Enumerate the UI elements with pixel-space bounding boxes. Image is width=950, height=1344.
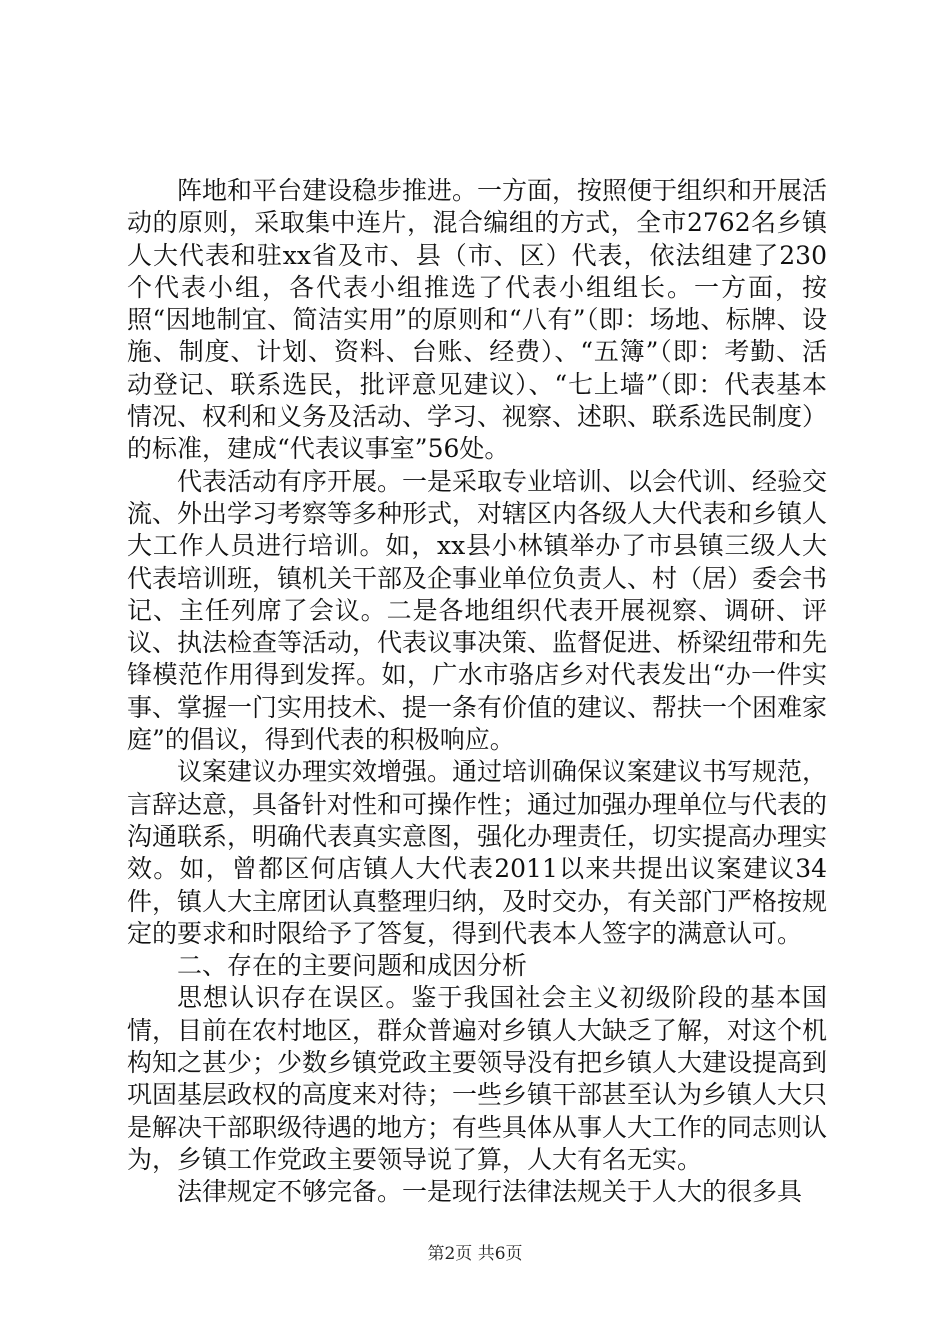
paragraph-representative-activities: 代表活动有序开展。一是采取专业培训、以会代训、经验交流、外出学习考察等多种形式，对辖区内各级人大代表和乡镇人大工作人员进行培训。如，xx县小林镇举办了市县镇三级人大代表培训班，镇机关干部及企事业单位负责人、村（居）委会书记、主任列席了会议。二是各地组织代表开展视察、调研、评议、执法检查等活动，代表议事决策、监督促进、桥梁纽带和先锋模范作用得到发挥。如，广水市骆店乡对代表发出“办一件实事、掌握一门实用技术、提一条有价值的建议、帮扶一个困难家庭”的倡议，得到代表的积极响应。 (127, 466, 828, 755)
paragraph-ideological-misunderstanding: 思想认识存在误区。鉴于我国社会主义初级阶段的基本国情，目前在农村地区，群众普遍对乡镇人大缺乏了解，对这个机构知之甚少；少数乡镇党政主要领导没有把乡镇人大建设提高到巩固基层政权的高度来对待；一些乡镇干部甚至认为乡镇人大只是解决干部职级待遇的地方；有些具体从事人大工作的同志则认为，乡镇工作党政主要领导说了算，人大有名无实。 (127, 983, 828, 1174)
paragraph-legal-provisions: 法律规定不够完备。一是现行法律法规关于人大的很多具 (177, 1177, 803, 1207)
document-body (127, 175, 827, 1209)
page-number-footer: 第2页 共6页 (427, 1244, 523, 1264)
section-heading-problems: 二、存在的主要问题和成因分析 (177, 951, 528, 981)
paragraph-platform-construction: 阵地和平台建设稳步推进。一方面，按照便于组织和开展活动的原则，采取集中连片，混合编组的方式，全市2762名乡镇人大代表和驻xx省及市、县（市、区）代表，依法组建了230个代表小组，各代表小组推选了代表小组组长。一方面，按照“因地制宜、简洁实用”的原则和“八有”（即：场地、标牌、设施、制度、计划、资料、台账、经费）、“五簿”（即：考勤、活动登记、联系选民，批评意见建议）、“七上墙”（即：代表基本情况、权利和义务及活动、学习、视察、述职、联系选民制度）的标准，建成“代表议事室”56处。 (127, 176, 828, 464)
paragraph-proposal-handling: 议案建议办理实效增强。通过培训确保议案建议书写规范，言辞达意，具备针对性和可操作性；通过加强办理单位与代表的沟通联系，明确代表真实意图，强化办理责任，切实提高办理实效。如，曾都区何店镇人大代表2011以来共提出议案建议34件，镇人大主席团认真整理归纳，及时交办，有关部门严格按规定的要求和时限给予了答复，得到代表本人签字的满意认可。 (127, 757, 828, 948)
